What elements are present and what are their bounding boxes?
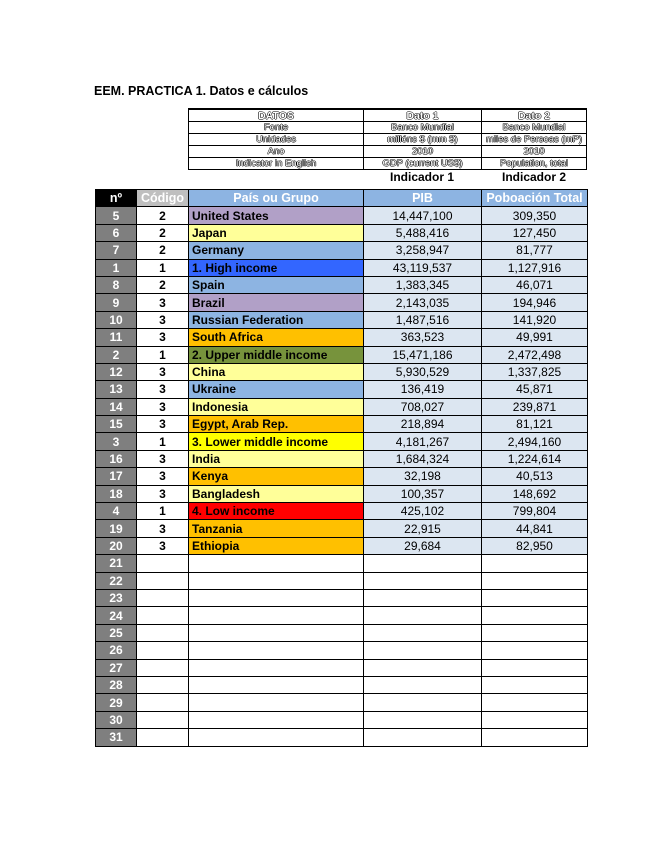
row-pib [364, 676, 482, 693]
row-code: 3 [137, 416, 189, 433]
row-code: 2 [137, 224, 189, 241]
header-pib: PIB [364, 190, 482, 207]
metadata-header-row [189, 109, 587, 122]
table-row-empty [96, 607, 588, 624]
table-row [96, 311, 588, 328]
row-population: 194,946 [482, 294, 588, 311]
row-number: 28 [96, 676, 137, 693]
page-title: EEM. PRACTICA 1. Datos e cálculos [94, 84, 309, 98]
table-row [96, 242, 588, 259]
row-pib: 136,419 [364, 381, 482, 398]
row-number: 3 [96, 433, 137, 450]
row-pib: 29,684 [364, 537, 482, 554]
row-population [482, 624, 588, 641]
table-header-row [96, 190, 588, 207]
metadata-row [189, 146, 587, 158]
row-code [137, 659, 189, 676]
row-pib [364, 572, 482, 589]
row-number: 16 [96, 450, 137, 467]
row-number: 11 [96, 329, 137, 346]
row-pib: 3,258,947 [364, 242, 482, 259]
row-population: 309,350 [482, 207, 588, 224]
row-country: Japan [189, 224, 364, 241]
row-code [137, 589, 189, 606]
metadata-row [189, 158, 587, 170]
metadata-cell: Fonte [189, 122, 364, 134]
row-code: 3 [137, 294, 189, 311]
row-number: 22 [96, 572, 137, 589]
table-row [96, 450, 588, 467]
table-row [96, 294, 588, 311]
table-row [96, 259, 588, 276]
row-number: 7 [96, 242, 137, 259]
row-population: 2,494,160 [482, 433, 588, 450]
table-row-empty [96, 711, 588, 728]
row-population [482, 589, 588, 606]
table-row [96, 503, 588, 520]
row-pib [364, 729, 482, 746]
row-number: 23 [96, 589, 137, 606]
row-pib: 4,181,267 [364, 433, 482, 450]
table-row [96, 537, 588, 554]
row-country [189, 711, 364, 728]
row-country [189, 694, 364, 711]
row-pib: 363,523 [364, 329, 482, 346]
row-population [482, 607, 588, 624]
row-code: 1 [137, 346, 189, 363]
row-country: Kenya [189, 468, 364, 485]
row-code [137, 729, 189, 746]
row-number: 26 [96, 642, 137, 659]
row-pib [364, 659, 482, 676]
row-population [482, 694, 588, 711]
table-row [96, 398, 588, 415]
metadata-cell: 2010 [482, 146, 587, 158]
row-population: 239,871 [482, 398, 588, 415]
row-pib [364, 607, 482, 624]
table-row [96, 416, 588, 433]
header-population: Poboación Total [482, 190, 588, 207]
row-number: 13 [96, 381, 137, 398]
metadata-cell: miles de Persoas (mP) [482, 134, 587, 146]
row-country: Brazil [189, 294, 364, 311]
row-population: 2,472,498 [482, 346, 588, 363]
row-code: 3 [137, 485, 189, 502]
row-code [137, 676, 189, 693]
metadata-header-cell: DATOS [189, 109, 364, 122]
row-country [189, 659, 364, 676]
row-population: 1,224,614 [482, 450, 588, 467]
metadata-row [189, 134, 587, 146]
indicator-2-label: Indicador 2 [501, 170, 566, 184]
row-number: 4 [96, 503, 137, 520]
metadata-cell: millóns $ (mm $) [364, 134, 482, 146]
row-pib [364, 589, 482, 606]
row-pib: 32,198 [364, 468, 482, 485]
metadata-row [189, 122, 587, 134]
metadata-cell: 2010 [364, 146, 482, 158]
data-table [95, 189, 588, 747]
row-population: 81,121 [482, 416, 588, 433]
row-number: 9 [96, 294, 137, 311]
metadata-cell: Ano [189, 146, 364, 158]
row-population: 49,991 [482, 329, 588, 346]
row-code: 2 [137, 242, 189, 259]
row-population [482, 659, 588, 676]
table-row-empty [96, 642, 588, 659]
row-population [482, 572, 588, 589]
metadata-cell: Banco Mundial [364, 122, 482, 134]
row-number: 5 [96, 207, 137, 224]
row-country: United States [189, 207, 364, 224]
row-country [189, 572, 364, 589]
row-number: 18 [96, 485, 137, 502]
row-country: Germany [189, 242, 364, 259]
metadata-cell: Indicator in English [189, 158, 364, 170]
row-population [482, 642, 588, 659]
row-pib: 218,894 [364, 416, 482, 433]
row-number: 24 [96, 607, 137, 624]
table-row-empty [96, 694, 588, 711]
row-code: 3 [137, 311, 189, 328]
row-number: 15 [96, 416, 137, 433]
row-country: Ethiopia [189, 537, 364, 554]
row-number: 12 [96, 363, 137, 380]
row-country: Indonesia [189, 398, 364, 415]
row-population [482, 555, 588, 572]
table-row [96, 276, 588, 293]
row-code [137, 642, 189, 659]
table-row-empty [96, 589, 588, 606]
row-pib [364, 555, 482, 572]
row-pib: 708,027 [364, 398, 482, 415]
row-pib: 15,471,186 [364, 346, 482, 363]
row-code: 2 [137, 276, 189, 293]
metadata-table [188, 108, 587, 170]
row-pib [364, 642, 482, 659]
row-population: 127,450 [482, 224, 588, 241]
row-code [137, 555, 189, 572]
row-number: 6 [96, 224, 137, 241]
table-row [96, 381, 588, 398]
row-country [189, 555, 364, 572]
row-pib: 2,143,035 [364, 294, 482, 311]
row-population: 81,777 [482, 242, 588, 259]
row-country [189, 607, 364, 624]
table-row [96, 433, 588, 450]
header-code: Código [137, 190, 189, 207]
row-pib: 5,930,529 [364, 363, 482, 380]
row-population: 45,871 [482, 381, 588, 398]
indicator-1-label: Indicador 1 [389, 170, 454, 184]
row-population: 1,127,916 [482, 259, 588, 276]
row-country [189, 589, 364, 606]
row-population: 799,804 [482, 503, 588, 520]
row-number: 30 [96, 711, 137, 728]
table-row [96, 363, 588, 380]
row-number: 27 [96, 659, 137, 676]
row-country: 3. Lower middle income [189, 433, 364, 450]
metadata-cell: Banco Mundial [482, 122, 587, 134]
row-country: 4. Low income [189, 503, 364, 520]
row-population: 44,841 [482, 520, 588, 537]
table-row-empty [96, 624, 588, 641]
row-country: Tanzania [189, 520, 364, 537]
row-code: 3 [137, 398, 189, 415]
row-code: 3 [137, 363, 189, 380]
row-country: Bangladesh [189, 485, 364, 502]
row-pib: 5,488,416 [364, 224, 482, 241]
row-code: 2 [137, 207, 189, 224]
row-code: 3 [137, 329, 189, 346]
table-row [96, 468, 588, 485]
table-row [96, 329, 588, 346]
row-number: 21 [96, 555, 137, 572]
row-number: 31 [96, 729, 137, 746]
metadata-cell: Population, total [482, 158, 587, 170]
table-row-empty [96, 729, 588, 746]
row-number: 19 [96, 520, 137, 537]
row-code: 3 [137, 468, 189, 485]
row-pib: 1,383,345 [364, 276, 482, 293]
row-country: India [189, 450, 364, 467]
metadata-header-cell: Dato 1 [364, 109, 482, 122]
table-row-empty [96, 676, 588, 693]
table-row-empty [96, 572, 588, 589]
row-population [482, 729, 588, 746]
row-country: Egypt, Arab Rep. [189, 416, 364, 433]
row-country [189, 624, 364, 641]
row-pib [364, 624, 482, 641]
row-pib: 100,357 [364, 485, 482, 502]
row-population: 82,950 [482, 537, 588, 554]
row-pib: 1,684,324 [364, 450, 482, 467]
table-row [96, 207, 588, 224]
row-population: 1,337,825 [482, 363, 588, 380]
row-code [137, 572, 189, 589]
row-code [137, 607, 189, 624]
row-population [482, 711, 588, 728]
row-number: 17 [96, 468, 137, 485]
table-row [96, 224, 588, 241]
row-country [189, 729, 364, 746]
metadata-cell: Unidades [189, 134, 364, 146]
row-country: Russian Federation [189, 311, 364, 328]
row-number: 20 [96, 537, 137, 554]
row-code [137, 624, 189, 641]
row-pib [364, 711, 482, 728]
row-number: 10 [96, 311, 137, 328]
row-population: 148,692 [482, 485, 588, 502]
row-country [189, 676, 364, 693]
row-code: 1 [137, 433, 189, 450]
row-pib: 14,447,100 [364, 207, 482, 224]
row-code [137, 711, 189, 728]
row-pib [364, 694, 482, 711]
row-code [137, 694, 189, 711]
row-code: 1 [137, 503, 189, 520]
row-pib: 22,915 [364, 520, 482, 537]
header-country: País ou Grupo [189, 190, 364, 207]
row-number: 8 [96, 276, 137, 293]
metadata-header-cell: Dato 2 [482, 109, 587, 122]
row-code: 3 [137, 537, 189, 554]
table-row [96, 485, 588, 502]
row-number: 25 [96, 624, 137, 641]
row-population: 141,920 [482, 311, 588, 328]
row-number: 29 [96, 694, 137, 711]
row-pib: 43,119,537 [364, 259, 482, 276]
metadata-cell: GDP (current US$) [364, 158, 482, 170]
row-country: 1. High income [189, 259, 364, 276]
row-population: 40,513 [482, 468, 588, 485]
row-population: 46,071 [482, 276, 588, 293]
row-pib: 425,102 [364, 503, 482, 520]
row-country [189, 642, 364, 659]
table-row-empty [96, 555, 588, 572]
table-row [96, 520, 588, 537]
row-code: 3 [137, 381, 189, 398]
row-country: Spain [189, 276, 364, 293]
row-number: 2 [96, 346, 137, 363]
row-pib: 1,487,516 [364, 311, 482, 328]
row-country: Ukraine [189, 381, 364, 398]
row-population [482, 676, 588, 693]
row-code: 3 [137, 520, 189, 537]
header-no: nº [96, 190, 137, 207]
table-row-empty [96, 659, 588, 676]
row-country: South Africa [189, 329, 364, 346]
table-row [96, 346, 588, 363]
row-number: 1 [96, 259, 137, 276]
row-country: China [189, 363, 364, 380]
row-number: 14 [96, 398, 137, 415]
row-code: 1 [137, 259, 189, 276]
row-country: 2. Upper middle income [189, 346, 364, 363]
row-code: 3 [137, 450, 189, 467]
